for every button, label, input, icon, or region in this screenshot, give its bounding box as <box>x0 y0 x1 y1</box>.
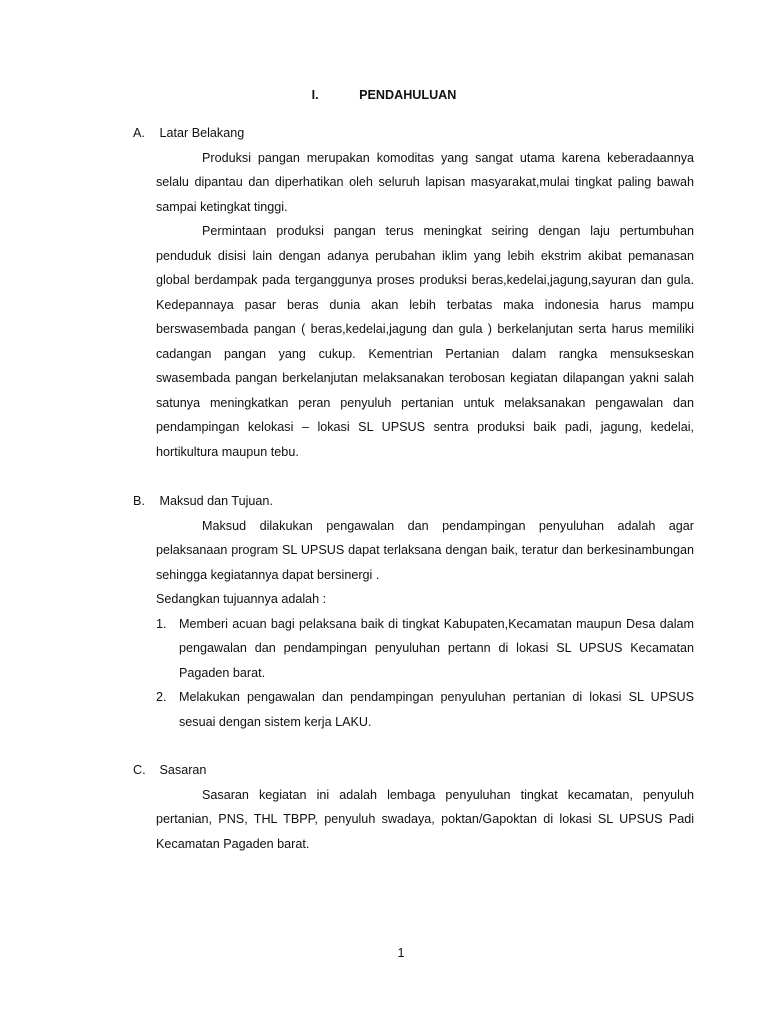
section-letter: C. <box>133 763 146 777</box>
chapter-title-text: PENDAHULUAN <box>359 88 457 102</box>
paragraph: Produksi pangan merupakan komoditas yang sangat utama karena keberadaannya selalu dipantau dan diperhatikan oleh seluruh lapisan masyarakat,mulai tingkat paling bawah sampai ketingkat tinggi. <box>156 150 694 214</box>
objectives-list <box>156 612 694 735</box>
section-heading-text: Maksud dan Tujuan. <box>159 494 273 508</box>
list-item <box>156 685 694 734</box>
list-item-text: Memberi acuan bagi pelaksana baik di tingkat Kabupaten,Kecamatan maupun Desa dalam pengawalan dan pendampingan penyuluhan pertann di lokasi SL UPSUS Kecamatan Pagaden barat. <box>179 616 694 680</box>
chapter-number: I. <box>311 88 319 102</box>
section-letter: B. <box>133 494 145 508</box>
section-heading-text: Latar Belakang <box>159 126 245 140</box>
chapter-title <box>0 88 768 102</box>
paragraph: Maksud dilakukan pengawalan dan pendampingan penyuluhan adalah agar pelaksanaan program SL UPSUS dapat terlaksana dengan baik, teratur dan berkesinambungan sehingga kegiatannya dapat bersinergi . <box>156 518 694 582</box>
page-number: 1 <box>397 946 405 960</box>
section-sasaran <box>133 758 694 856</box>
section-latar-belakang <box>133 121 694 464</box>
list-item-number: 1. <box>156 616 167 631</box>
paragraph: Permintaan produksi pangan terus meningkat seiring dengan laju pertumbuhan penduduk disisi lain dengan adanya perubahan iklim yang lebih ekstrim akibat pemanasan global berdampak pada terganggunya proses produksi beras,kedelai,jagung,sayuran dan gula. Kedepannaya pasar beras dunia akan lebih terbatas maka indonesia harus mampu berswasembada pangan ( beras,kedelai,jagung dan gula ) berkelanjutan serta harus memiliki cadangan pangan yang cukup. Kementrian Pertanian dalam rangka mensukseskan swasembada pangan berkelanjutan melaksanakan terobosan kegiatan dilapangan yakni salah satunya meningkatkan peran penyuluh pertanian untuk melaksanakan pengawalan dan pendampingan kelokasi – lokasi SL UPSUS sentra produksi baik padi, jagung, kedelai, hortikultura maupun tebu. <box>156 224 694 459</box>
paragraph: Sasaran kegiatan ini adalah lembaga penyuluhan tingkat kecamatan, penyuluh pertanian, PNS, THL TBPP, penyuluh swadaya, poktan/Gapoktan di lokasi SL UPSUS Padi Kecamatan Pagaden barat. <box>156 787 694 851</box>
section-heading-text: Sasaran <box>159 763 207 777</box>
paragraph: Sedangkan tujuannya adalah : <box>156 592 327 606</box>
section-heading <box>133 121 694 146</box>
section-heading <box>133 758 694 783</box>
list-item-number: 2. <box>156 690 167 704</box>
section-letter: A. <box>133 126 145 140</box>
list-item <box>156 612 694 686</box>
section-maksud-tujuan <box>133 489 694 734</box>
list-item-text: Melakukan pengawalan dan pendampingan penyuluhan pertanian di lokasi SL UPSUS sesuai dengan sistem kerja LAKU. <box>179 690 694 729</box>
section-heading <box>133 489 694 514</box>
